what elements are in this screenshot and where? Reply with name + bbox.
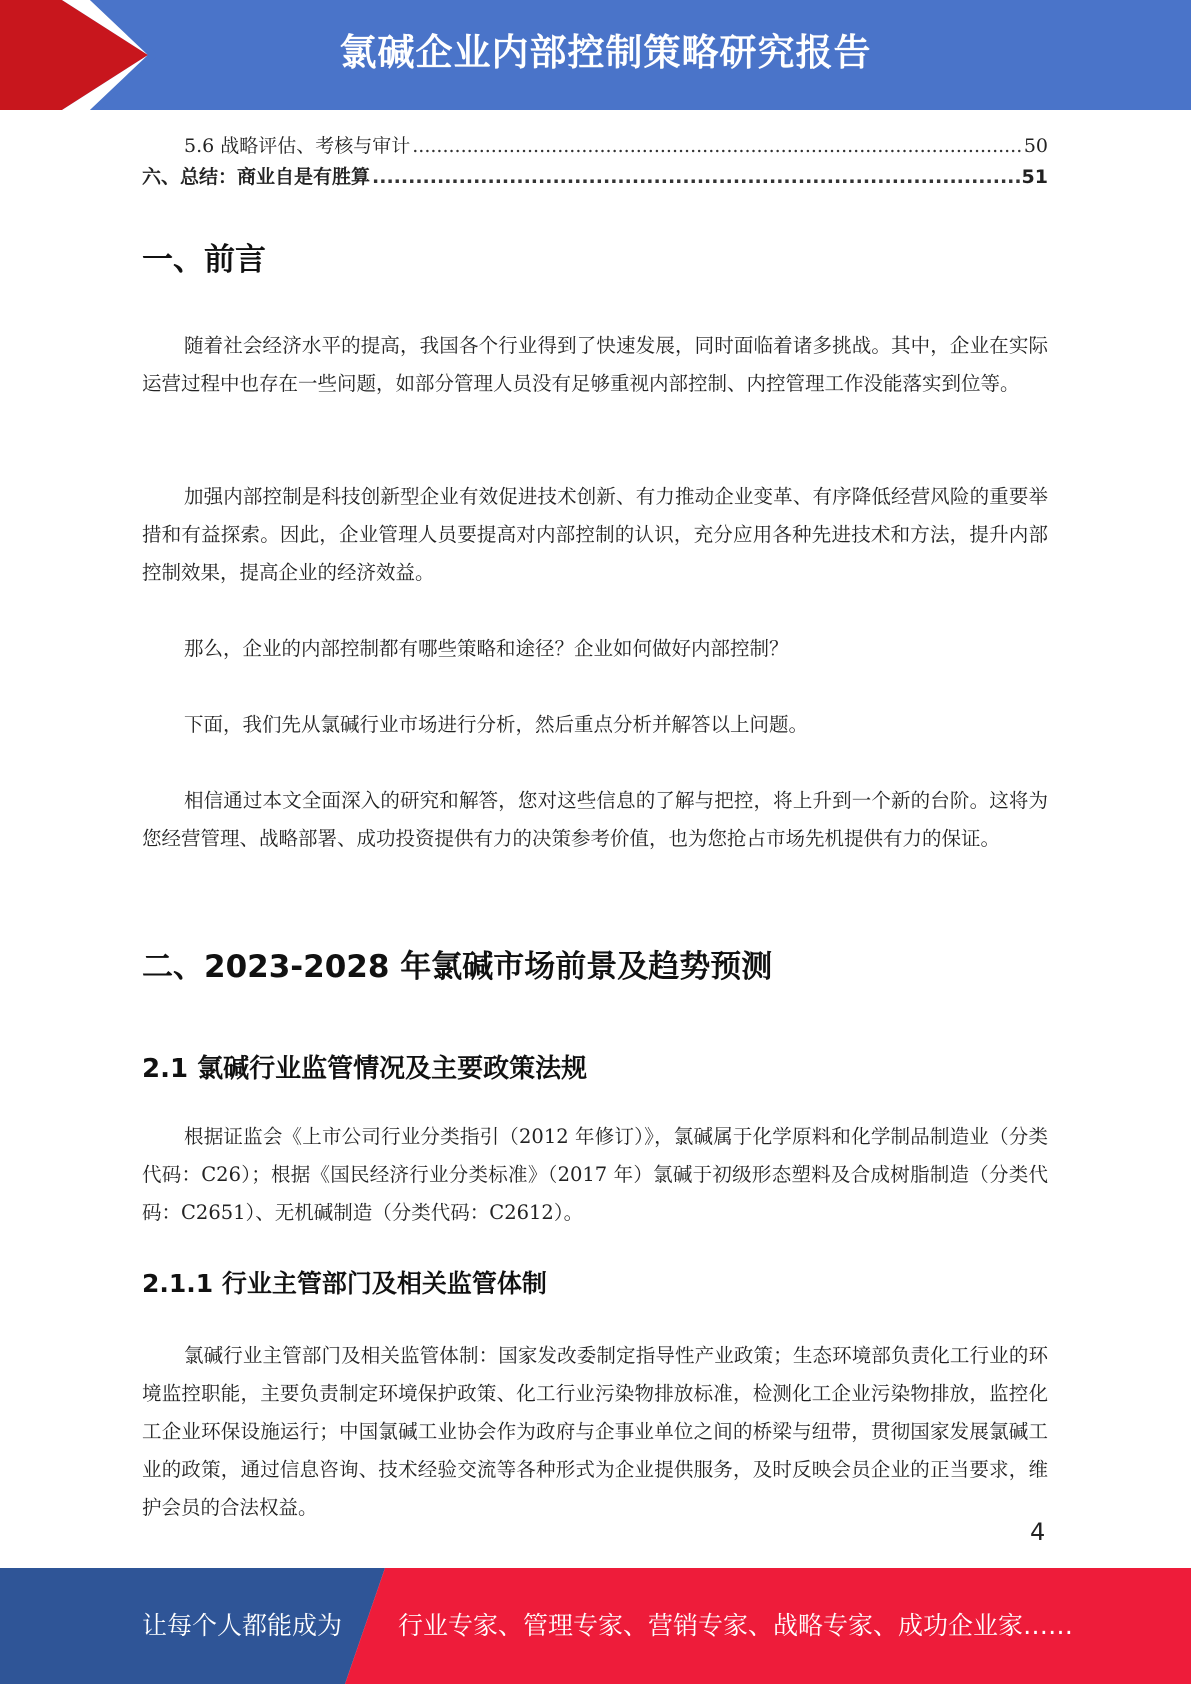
preface-paragraph-2: 加强内部控制是科技创新型企业有效促进技术创新、有力推动企业变革、有序降低经营风险的重要举措和有益探索。因此，企业管理人员要提高对内部控制的认识，充分应用各种先进技术和方法，提升内部控制效果，提高企业的经济效益。 [142,485,1048,584]
preface-paragraph-5: 相信通过本文全面深入的研究和解答，您对这些信息的了解与把控，将上升到一个新的台阶。这将为您经营管理、战略部署、成功投资提供有力的决策参考价值，也为您抢占市场先机提供有力的保证。 [142,789,1048,850]
page-footer [0,1568,1191,1684]
toc-entry-page: 50 [1023,135,1048,157]
footer-slogan-left: 让每个人都能成为 [142,1611,343,1640]
heading-market-outlook: 二、2023-2028 年氯碱市场前景及趋势预测 [142,949,773,985]
toc-leader-dots [412,135,1022,157]
paragraph-2-1: 根据证监会《上市公司行业分类指引（2012 年修订）》，氯碱属于化学原料和化学制品制造业（分类代码：C26）；根据《国民经济行业分类标准》（2017 年）氯碱于初级形态塑料及合成树脂制造（分类代码：C2651）、无机碱制造（分类代码：C2612）。 [142,1125,1048,1224]
toc-entry-page: 51 [1021,166,1048,188]
report-title: 氯碱企业内部控制策略研究报告 [339,31,872,74]
toc-entry-5-6[interactable] [142,131,1048,158]
heading-2-1-1: 2.1.1 行业主管部门及相关监管体制 [142,1269,547,1298]
heading-2-1: 2.1 氯碱行业监管情况及主要政策法规 [142,1054,588,1084]
toc-entry-6[interactable] [142,162,1048,189]
paragraph-2-1-1: 氯碱行业主管部门及相关监管体制：国家发改委制定指导性产业政策；生态环境部负责化工行业的环境监控职能，主要负责制定环境保护政策、化工行业污染物排放标准，检测化工企业污染物排放，监控化工企业环保设施运行；中国氯碱工业协会作为政府与企事业单位之间的桥梁与纽带，贯彻国家发展氯碱工业的政策，通过信息咨询、技术经验交流等各种形式为企业提供服务，及时反映会员企业的正当要求，维护会员的合法权益。 [142,1344,1048,1519]
toc-entry-label: 5.6 战略评估、考核与审计 [184,135,411,157]
toc-leader-dots [372,166,1020,188]
heading-preface: 一、前言 [142,242,266,278]
preface-paragraph-4: 下面，我们先从氯碱行业市场进行分析，然后重点分析并解答以上问题。 [184,713,809,736]
page-header [0,0,1191,110]
footer-slogan-right: 行业专家、管理专家、营销专家、战略专家、成功企业家…… [398,1611,1074,1640]
preface-paragraph-1: 随着社会经济水平的提高，我国各个行业得到了快速发展，同时面临着诸多挑战。其中，企业在实际运营过程中也存在一些问题，如部分管理人员没有足够重视内部控制、内控管理工作没能落实到位等。 [142,334,1048,395]
page-number: 4 [1030,1518,1046,1546]
toc-entry-label: 六、总结：商业自是有胜算 [142,166,371,188]
preface-paragraph-3: 那么，企业的内部控制都有哪些策略和途径？企业如何做好内部控制？ [184,637,789,660]
